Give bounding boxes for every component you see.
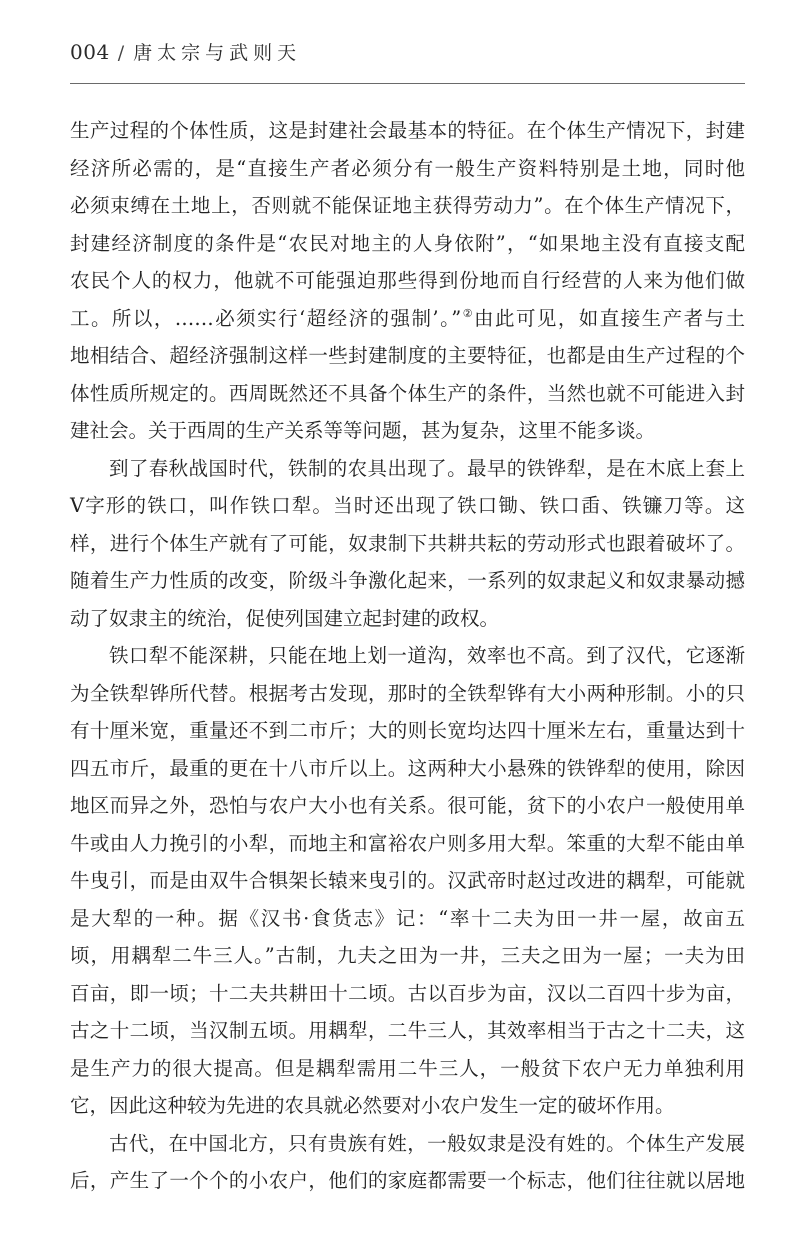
text-line: 随着生产力性质的改变，阶级斗争激化起来，一系列的奴隶起义和奴隶暴动撼 <box>70 569 745 592</box>
text-line: 动了奴隶主的统治，促使列国建立起封建的政权。 <box>70 606 500 630</box>
text-line: 顷，用耦犁二牛三人。”古制，九夫之田为一井，三夫之田为一屋；一夫为田 <box>70 944 745 967</box>
text-line: 地区而异之外，恐怕与农户大小也有关系。很可能，贫下的小农户一般使用单 <box>70 794 745 817</box>
text-line: 有十厘米宽，重量还不到二市斤；大的则长宽均达四十厘米左右，重量达到十 <box>70 719 745 742</box>
text-line: 经济所必需的，是“直接生产者必须分有一般生产资料特别是土地，同时他 <box>70 156 745 180</box>
paragraph-2 <box>70 450 745 638</box>
text-line: 是生产力的很大提高。但是耦犁需用二牛三人，一般贫下农户无力单独利用 <box>70 1056 745 1080</box>
book-title: 唐太宗与武则天 <box>133 42 302 64</box>
text-line: 古代，在中国北方，只有贵族有姓，一般奴隶是没有姓的。个体生产发展 <box>109 1131 745 1155</box>
footnote-marker: ② <box>461 306 475 320</box>
text-line: 是大犁的一种。据《汉书·食货志》记：“率十二夫为田一井一屋，故亩五 <box>70 906 745 930</box>
text-line: 建社会。关于西周的生产关系等等问题，甚为复杂，这里不能多谈。 <box>70 419 656 442</box>
text-line: 牛曳引，而是由双牛合犋架长辕来曳引的。汉武帝时赵过改进的耦犁，可能就 <box>70 869 745 892</box>
paragraph-1 <box>70 112 745 450</box>
text-line: 生产过程的个体性质，这是封建社会最基本的特征。在个体生产情况下，封建 <box>70 119 745 142</box>
text-line: V字形的铁口，叫作铁口犁。当时还出现了铁口锄、铁口臿、铁镰刀等。这 <box>70 494 745 517</box>
header-rule <box>70 83 745 84</box>
header-separator: / <box>117 42 125 64</box>
text-line: 古之十二顷，当汉制五顷。用耦犁，二牛三人，其效率相当于古之十二夫，这 <box>70 1019 745 1042</box>
text-line: 百亩，即一顷；十二夫共耕田十二顷。古以百步为亩，汉以二百四十步为亩， <box>70 981 745 1005</box>
text-line: 必须束缚在土地上，否则就不能保证地主获得劳动力”。在个体生产情况下， <box>70 194 745 217</box>
text-line: 它，因此这种较为先进的农具就必然要对小农户发生一定的破坏作用。 <box>70 1094 675 1117</box>
text-line: 为全铁犁铧所代替。根据考古发现，那时的全铁犁铧有大小两种形制。小的只 <box>70 681 745 705</box>
text-line <box>70 300 745 338</box>
text-segment: 由此可见，如直接生产者与土 <box>474 306 745 330</box>
text-line: 铁口犁不能深耕，只能在地上划一道沟，效率也不高。到了汉代，它逐渐 <box>109 644 745 667</box>
text-line: 到了春秋战国时代，铁制的农具出现了。最早的铁铧犁，是在木底上套上 <box>109 456 745 480</box>
text-line: 后，产生了一个个的小农户，他们的家庭都需要一个标志，他们往往就以居地 <box>70 1169 745 1192</box>
text-line: 样，进行个体生产就有了可能，奴隶制下共耕共耘的劳动形式也跟着破坏了。 <box>70 531 745 555</box>
page-header <box>70 38 301 66</box>
text-line: 体性质所规定的。西周既然还不具备个体生产的条件，当然也就不可能进入封 <box>70 381 745 405</box>
body-text <box>70 112 745 1200</box>
text-line: 农民个人的权力，他就不可能强迫那些得到份地而自行经营的人来为他们做 <box>70 269 745 292</box>
text-line: 地相结合、超经济强制这样一些封建制度的主要特征，也都是由生产过程的个 <box>70 344 745 367</box>
text-line: 封建经济制度的条件是“农民对地主的人身依附”，“如果地主没有直接支配 <box>70 231 745 255</box>
page-number: 004 <box>70 40 110 64</box>
text-line: 牛或由人力挽引的小犁，而地主和富裕农户则多用大犁。笨重的大犁不能由单 <box>70 831 745 855</box>
text-segment: 工。所以，……必须实行‘超经济的强制’。” <box>70 306 462 330</box>
text-line: 四五市斤，最重的更在十八市斤以上。这两种大小悬殊的铁铧犁的使用，除因 <box>70 756 745 780</box>
paragraph-3 <box>70 637 745 1125</box>
paragraph-4 <box>70 1125 745 1200</box>
